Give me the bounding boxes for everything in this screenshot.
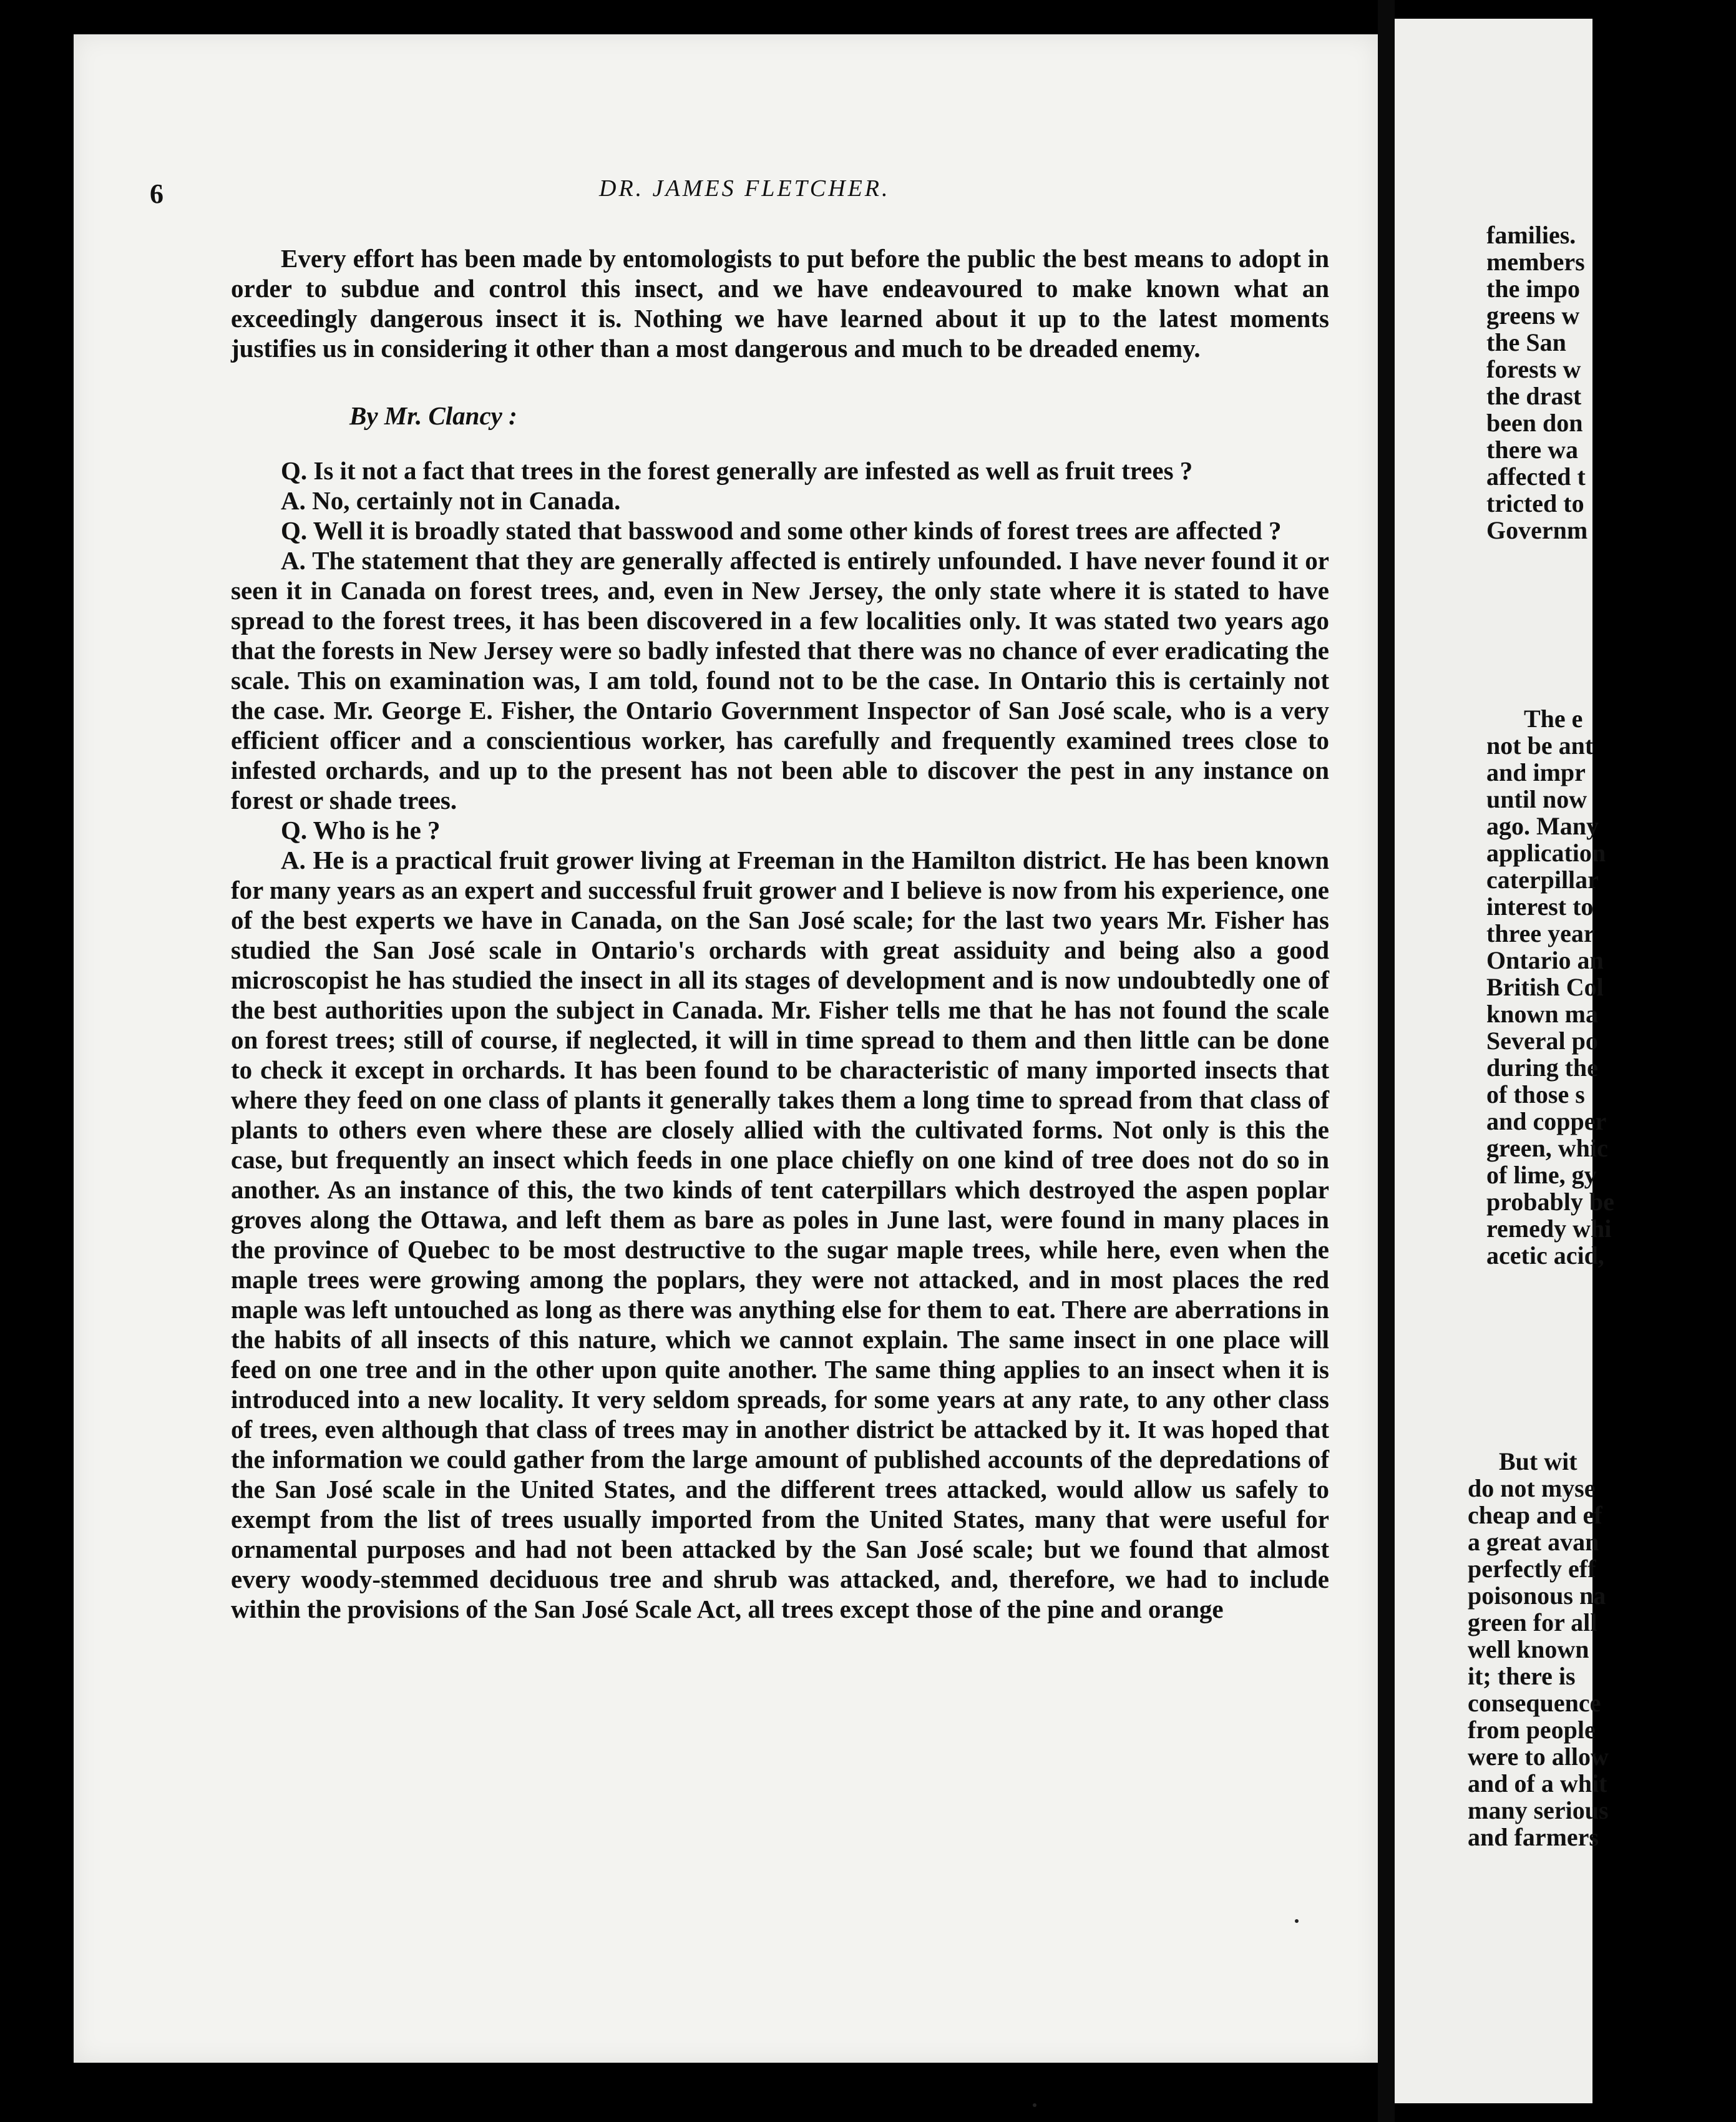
right-line: the impo <box>1486 275 1580 303</box>
right-line: probably be <box>1486 1188 1614 1216</box>
qa-paragraph: A. He is a practical fruit grower living at Freeman in the Hamilton district. He has been known for many years as an expert and successful fruit grower and I believe is now from his experience, one of the best experts we have in Canada, on the San José scale; for the last two years Mr. Fisher has studied the San José scale in Ontario's orchards with great assiduity and being also a good microscopist he has studied the insect in all its stages of development and is now undoubtedly one of the best authorities upon the subject in Canada. Mr. Fisher tells me that he has not found the scale on forest trees; still of course, if neglected, it will in time spread to them and then little can be done to check it except in orchards. It has been found to be characteristic of many imported insects that where they feed on one class of plants it generally takes them a long time to spread from that class of plants to others even where these are closely allied with the cultivated forms. Not only is this the case, but frequently an insect which feeds in one place chiefly on one kind of tree does not do so in another. As an instance of this, the two kinds of tent caterpillars which destroyed the aspen poplar groves along the Ottawa, and left them as bare as poles in June last, were found in many places in the province of Quebec to be most destructive to the sugar maple trees, while here, even when the maple trees were growing among the poplars, they were not attacked, and in most places the red maple was left untouched as long as there was anything else for them to eat. There are aberrations in the habits of all insects of this nature, which we cannot explain. The same insect in one place will feed on one tree and in the other upon quite another. The same thing applies to an insect when it is introduced into a new locality. It very seldom spreads, for some years at any rate, to any other class of trees, even although that class of trees may in another district be attacked by it. It was hoped that the information we could gather from the large amount of published accounts of the depredations of the San José scale in the United States, and the different trees attacked, would allow us safely to exempt from the list of trees usually imported from the United States, many that were useful for ornamental purposes and had not been attacked by the San José scale; but we found that almost every woody-stemmed deciduous tree and shrub was attacked, and, therefore, we had to include within the provisions of the San José Scale Act, all trees except those of the pine and orange <box>231 846 1329 1623</box>
right-line: The e <box>1524 705 1583 733</box>
page-number: 6 <box>150 178 163 209</box>
speck-mark <box>1033 2103 1036 2107</box>
right-line: and impr <box>1486 758 1586 786</box>
right-line: during the <box>1486 1054 1598 1082</box>
speck-mark <box>1295 1919 1299 1923</box>
right-line: acetic acid, <box>1486 1241 1604 1269</box>
right-line: and copper <box>1486 1107 1607 1135</box>
right-line: the drast <box>1486 382 1582 410</box>
right-line: ago. Many <box>1486 812 1599 840</box>
right-line: affected t <box>1486 462 1586 491</box>
right-line: interest to <box>1486 892 1594 921</box>
right-line: a great avan <box>1468 1528 1599 1556</box>
right-line: greens w <box>1486 301 1580 330</box>
right-line: forests w <box>1486 355 1581 383</box>
right-line: the San <box>1486 328 1566 356</box>
speaker-heading: By Mr. Clancy : <box>349 401 517 430</box>
qa-paragraph: Q. Who is he ? <box>281 816 441 844</box>
right-line: three year <box>1486 919 1595 947</box>
right-line: many serious <box>1468 1796 1609 1824</box>
right-line: of lime, gy <box>1486 1161 1597 1189</box>
qa-paragraph: A. The statement that they are generally affected is entirely unfounded. I have never found it or seen it in Canada on forest trees, and, even in New Jersey, the only state where it is stated to have spread to the forest trees, it has been discovered in a few localities only. It was stated two years ago that the forests in New Jersey were so badly infested that there was no chance of ever eradicating the scale. This on examination was, I am told, found not to be the case. In Ontario this is certainly not the case. Mr. George E. Fisher, the Ontario Government Inspector of San José scale, who is a very efficient officer and a conscientious worker, has carefully and frequently examined trees close to infested orchards, and up to the present has not been able to discover the pest in any instance on forest or shade trees. <box>231 546 1329 814</box>
page-gutter <box>1378 0 1395 2122</box>
intro-paragraph: Every effort has been made by entomologists to put before the public the best means to adopt in order to subdue and control this insect, and we have endeavoured to make known what an exceedingly dangerous insect it is. Nothing we have learned about it up to the latest moments justifies us in considering it other than a most dangerous and much to be dreaded enemy. <box>231 244 1329 363</box>
qa-paragraph: A. No, certainly not in Canada. <box>281 486 621 515</box>
right-line: tricted to <box>1486 489 1584 517</box>
right-line: of those s <box>1486 1080 1585 1108</box>
right-line: perfectly eff <box>1468 1555 1596 1583</box>
main-text-block <box>231 243 1329 1624</box>
right-line: do not myse <box>1468 1474 1596 1502</box>
qa-paragraph: Q. Well it is broadly stated that basswood and some other kinds of forest trees are affected ? <box>281 516 1282 545</box>
qa-paragraph: Q. Is it not a fact that trees in the forest generally are infested as well as fruit trees ? <box>281 456 1193 485</box>
right-line: until now <box>1486 785 1587 813</box>
right-line: Ontario an <box>1486 946 1604 974</box>
right-line: there wa <box>1486 436 1578 464</box>
right-line: and farmers <box>1468 1823 1599 1851</box>
right-line: British Col <box>1486 973 1604 1001</box>
right-line: members <box>1486 248 1585 276</box>
right-line: it; there is <box>1468 1662 1576 1690</box>
right-line: cheap and ef <box>1468 1501 1602 1529</box>
right-line: families. <box>1486 221 1576 249</box>
right-line: remedy whi <box>1486 1215 1612 1243</box>
right-line: poisonous na <box>1468 1582 1606 1610</box>
right-line: green for all <box>1468 1608 1597 1636</box>
right-line: consequence <box>1468 1689 1601 1717</box>
right-line: from people <box>1468 1716 1596 1744</box>
right-line: green, whic <box>1486 1134 1608 1162</box>
right-line: Governm <box>1486 516 1588 544</box>
right-line: were to allow <box>1468 1743 1609 1771</box>
right-line: well known <box>1468 1635 1589 1663</box>
right-line: not be ant <box>1486 731 1594 760</box>
right-line: known ma <box>1486 1000 1598 1028</box>
right-line: caterpillar <box>1486 866 1599 894</box>
right-line: But wit <box>1499 1447 1578 1475</box>
right-line: Several po <box>1486 1027 1598 1055</box>
right-line: application <box>1486 839 1606 867</box>
running-head: DR. JAMES FLETCHER. <box>599 175 890 202</box>
right-line: and of a whit <box>1468 1769 1607 1797</box>
right-line: been don <box>1486 409 1583 437</box>
